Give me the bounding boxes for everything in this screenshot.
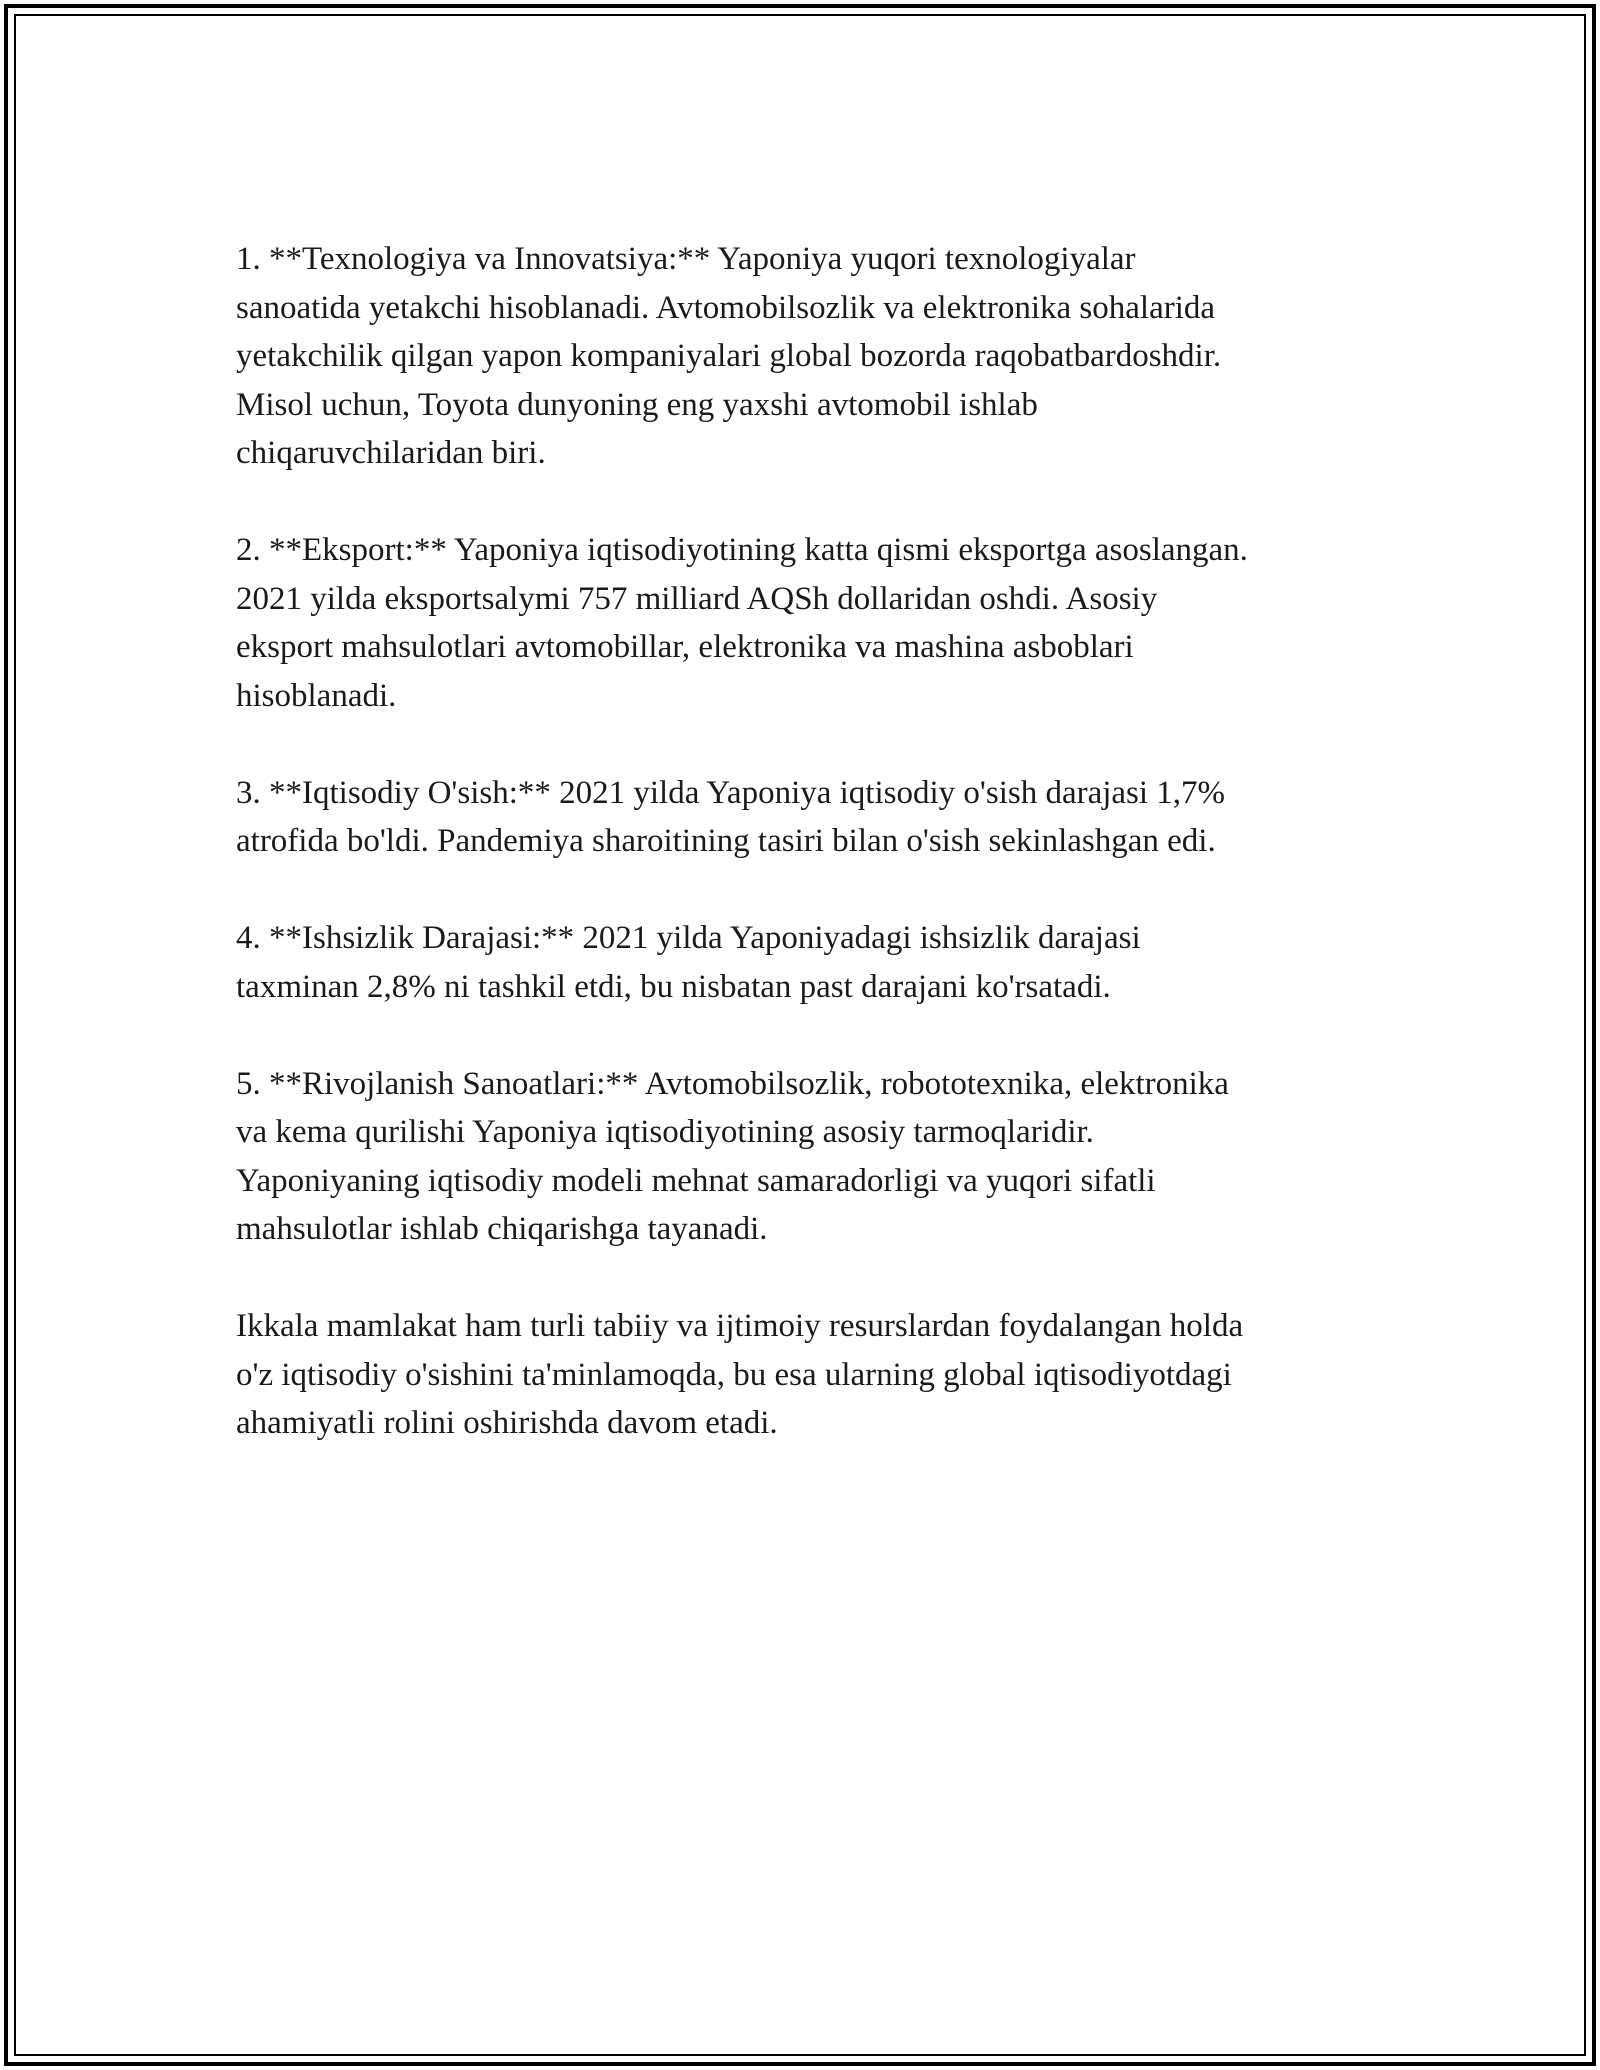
paragraph-unemployment-rate: 4. **Ishsizlik Darajasi:** 2021 yilda Yaponiyadagi ishsizlik darajasi taxminan 2,8% ni tashkil etdi, bu nisbatan past darajani ko'rsatadi.: [236, 920, 1141, 1005]
paragraph-developing-industries: 5. **Rivojlanish Sanoatlari:** Avtomobilsozlik, robototexnika, elektronika va kema qurilishi Yaponiya iqtisodiyotining asosiy tarmoqlaridir. Yaponiyaning iqtisodiy modeli mehnat samaradorligi va yuqori sifatli mahsulotlar ishlab chiqarishga tayanadi.: [236, 1065, 1229, 1247]
paragraph-conclusion: Ikkala mamlakat ham turli tabiiy va ijtimoiy resurslardan foydalangan holda o'z iqtisodiy o'sishini ta'minlamoqda, bu esa ularning global iqtisodiyotdagi ahamiyatli rolini oshirishda davom etadi.: [236, 1308, 1244, 1441]
paragraph-export: 2. **Eksport:** Yaponiya iqtisodiyotining katta qismi eksportga asoslangan. 2021 yilda eksportsalymi 757 milliard AQSh dollaridan oshdi. Asosiy eksport mahsulotlari avtomobillar, elektronika va mashina asboblari hisoblanadi.: [236, 532, 1248, 714]
paragraph-technology-innovation: 1. **Texnologiya va Innovatsiya:** Yaponiya yuqori texnologiyalar sanoatida yetakchi hisoblanadi. Avtomobilsozlik va elektronika sohalarida yetakchilik qilgan yapon kompaniyalari global bozorda raqobatbardoshdir. Misol uchun, Toyota dunyoning eng yaxshi avtomobil ishlab chiqaruvchilaridan biri.: [236, 241, 1222, 471]
document-body: [236, 235, 1376, 1496]
paragraph-economic-growth: 3. **Iqtisodiy O'sish:** 2021 yilda Yaponiya iqtisodiy o'sish darajasi 1,7% atrofida bo'ldi. Pandemiya sharoitining tasiri bilan o'sish sekinlashgan edi.: [236, 774, 1226, 859]
